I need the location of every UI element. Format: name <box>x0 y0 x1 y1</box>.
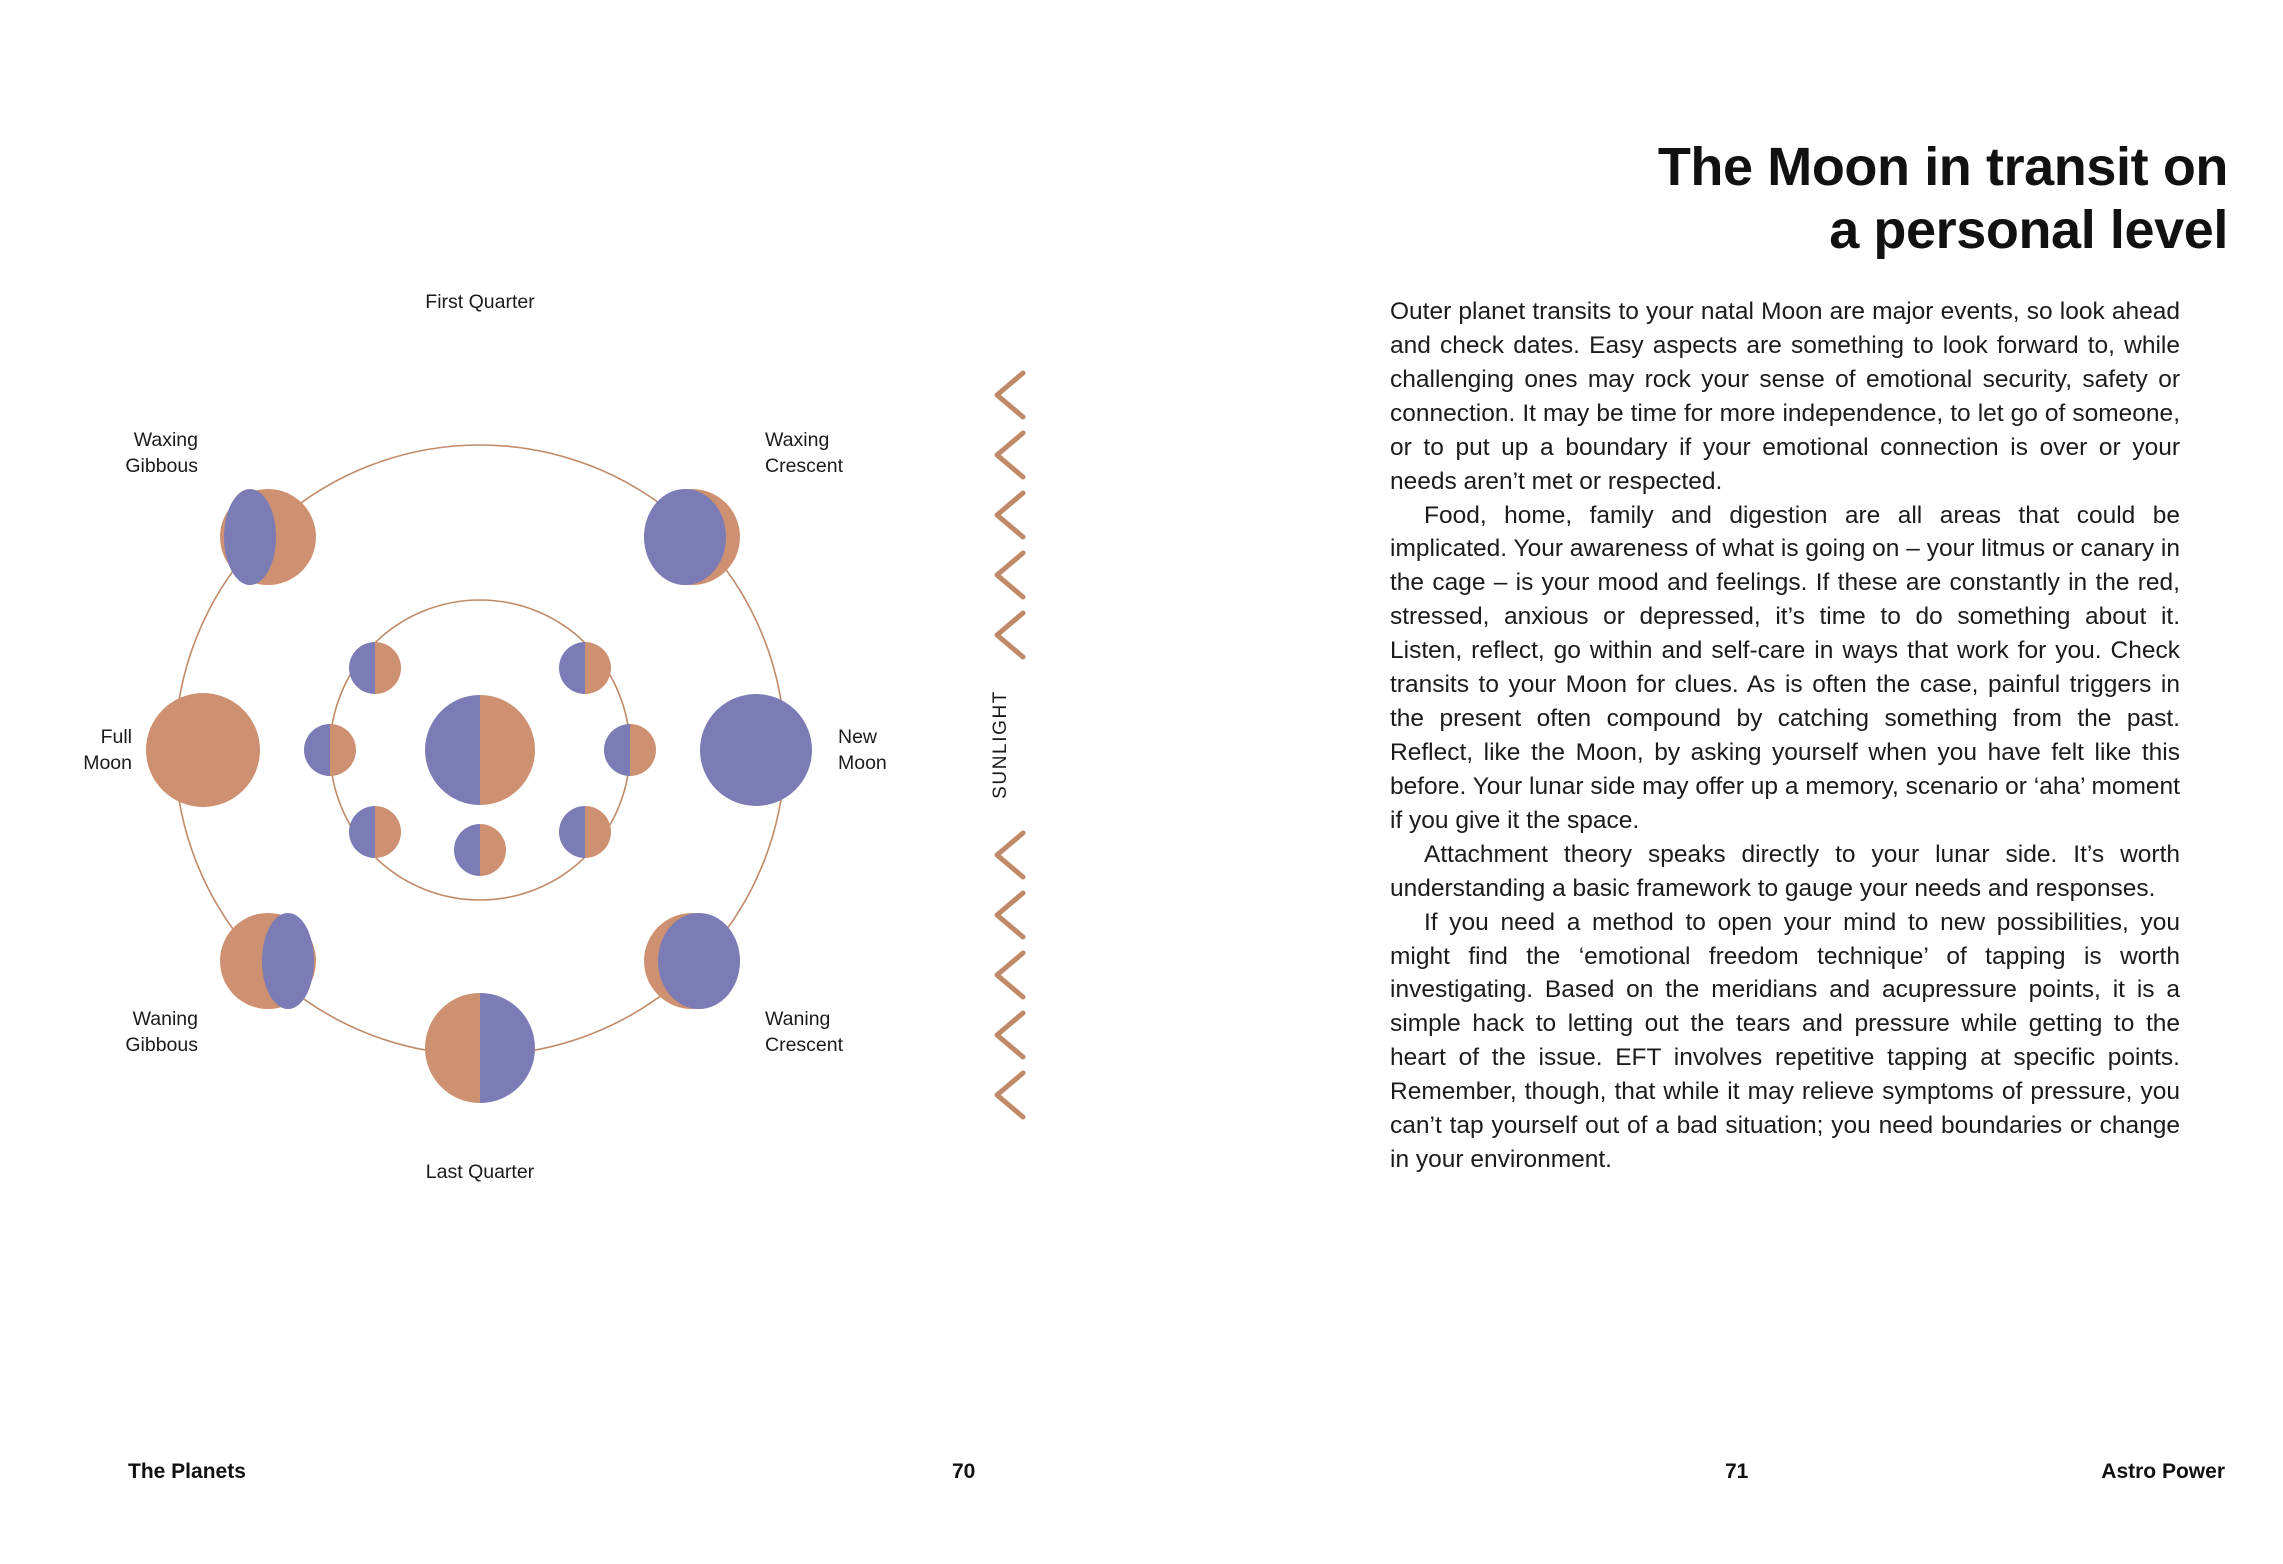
moon-phases-diagram <box>60 291 960 1200</box>
footer-left-page-number: 70 <box>952 1460 976 1483</box>
footer-right-page-number: 71 <box>1725 1460 1749 1483</box>
outer-moon-new-moon <box>700 694 812 806</box>
inner-moon-upper-right <box>559 642 611 694</box>
chevron-icon <box>997 1073 1023 1117</box>
outer-moon-waning-crescent <box>644 913 740 1009</box>
label-last-quarter: Last Quarter <box>425 1161 535 1183</box>
chevron-icon <box>997 373 1023 417</box>
label-new-moon-line1: New <box>838 726 878 748</box>
label-waning-crescent-line1: Waning <box>765 1008 831 1030</box>
label-waning-crescent-line2: Crescent <box>765 1034 844 1056</box>
footer-right-section-title: Astro Power <box>2101 1460 2225 1483</box>
inner-moon-left <box>304 724 356 776</box>
body-paragraph: If you need a method to open your mind to new possibilities, you might find the ‘emotional freedom technique’ of tapping is worth investigating. Based on the meridians and acupressure points, it is a simple hack to letting out the tears and pressure while getting to the heart of the issue. EFT involves repetitive tapping at specific points. Remember, though, that while it may relieve symptoms of pressure, you can’t tap yourself out of a bad situation; you need boundaries or change in your environment. <box>1390 908 2180 1174</box>
body-paragraph: Outer planet transits to your natal Moon are major events, so look ahead and check dates. Easy aspects are something to look forward to, while challenging ones may rock your sense of emotional security, safety or connection. It may be time for more independence, to let go of someone, or to put up a boundary if your emotional connection is over or your needs aren’t met or respected. <box>1390 298 2180 495</box>
label-waxing-gibbous-line1: Waxing <box>133 429 198 451</box>
label-first-quarter: First Quarter <box>425 291 535 313</box>
footer-left-section-title: The Planets <box>128 1460 246 1483</box>
label-new-moon-line2: Moon <box>838 752 887 774</box>
inner-moon-upper-left <box>349 642 401 694</box>
outer-moon-last-quarter <box>425 993 535 1103</box>
right-page <box>1340 0 2283 1564</box>
outer-moon-waxing-crescent <box>644 489 740 585</box>
page-title <box>1438 136 2228 261</box>
body-paragraph: Food, home, family and digestion are all areas that could be implicated. Your awareness of what is going on – your litmus or canary in the cage – is your mood and feelings. If these are constantly in the red, stressed, anxious or depressed, it’s time to do something about it. Listen, reflect, go within and self-care in ways that work for you. Check transits to your Moon for clues. As is often the case, painful triggers in the present often compound by catching something from the past. Reflect, like the Moon, by asking yourself when you have felt like this before. Your lunar side may offer up a memory, scenario or ‘aha’ moment if you give it the space. <box>1390 501 2180 834</box>
label-waning-gibbous-line1: Waning <box>132 1008 198 1030</box>
body-text-column <box>1390 295 2180 1177</box>
sunlight-label: SUNLIGHT <box>990 690 1011 799</box>
label-full-moon-line1: Full <box>100 726 132 748</box>
label-waxing-crescent-line1: Waxing <box>765 429 830 451</box>
chevron-icon <box>997 493 1023 537</box>
inner-moon-lower-left <box>349 806 401 858</box>
moon-phase-svg <box>60 291 960 1200</box>
chevron-icon <box>997 1013 1023 1057</box>
label-waning-gibbous-line2: Gibbous <box>125 1034 198 1056</box>
label-waxing-crescent-line2: Crescent <box>765 455 844 477</box>
chevron-icon <box>997 553 1023 597</box>
chevron-icon <box>997 953 1023 997</box>
body-paragraph: Attachment theory speaks directly to your lunar side. It’s worth understanding a basic framework to gauge your needs and responses. <box>1390 840 2180 902</box>
outer-moon-waxing-gibbous <box>220 489 316 585</box>
inner-moon-bottom <box>454 824 506 876</box>
inner-moon-lower-right <box>559 806 611 858</box>
chevron-icon <box>997 613 1023 657</box>
inner-moon-right <box>604 724 656 776</box>
chevron-icon <box>997 893 1023 937</box>
page-title-line1: The Moon in transit on <box>1657 137 2228 198</box>
outer-moon-waning-gibbous <box>220 913 316 1009</box>
label-waxing-gibbous-line2: Gibbous <box>125 455 198 477</box>
chevron-icon <box>997 833 1023 877</box>
label-full-moon-line2: Moon <box>83 752 132 774</box>
inner-moon-top <box>454 724 506 776</box>
chevron-icon <box>997 433 1023 477</box>
outer-moon-full-moon <box>146 693 260 807</box>
page-title-line2: a personal level <box>1829 199 2228 260</box>
